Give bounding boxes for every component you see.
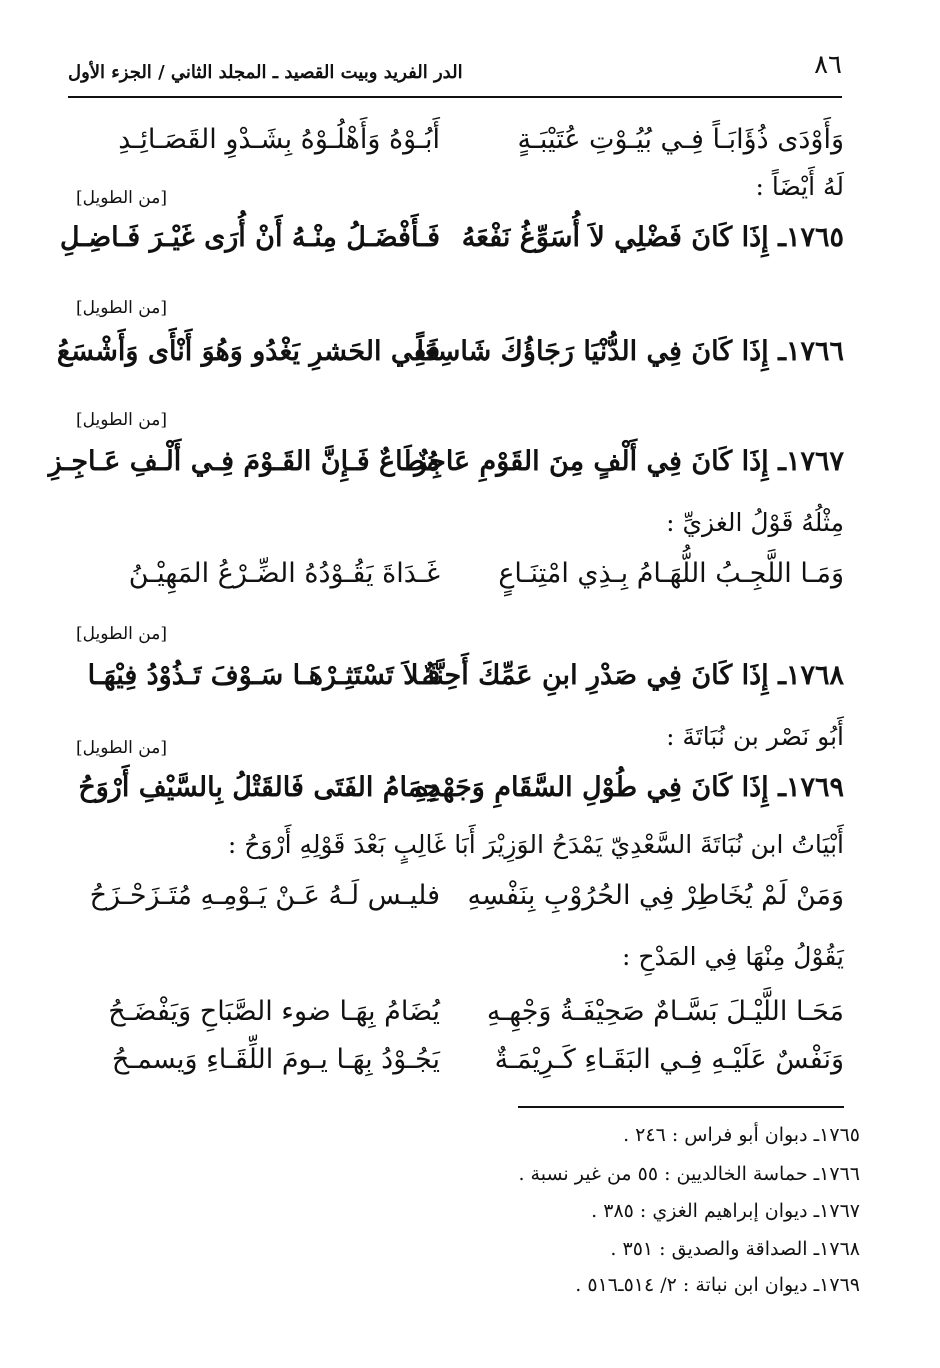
footnote-1767: ١٧٦٧ـ ديوان إبراهيم الغزي : ٣٨٥ . bbox=[591, 1200, 860, 1222]
footnote-divider bbox=[518, 1106, 844, 1108]
footnote-1768: ١٧٦٨ـ الصداقة والصديق : ٣٥١ . bbox=[610, 1238, 860, 1260]
verse-first-hemistich: وَمَنْ لَمْ يُخَاطِرْ فِي الحُرُوْبِ بِنَفْسِهِ bbox=[467, 880, 844, 911]
verse bbox=[100, 558, 844, 610]
verse-1767 bbox=[48, 446, 844, 498]
verse-second-hemistich: حِمَامُ الفَتَى فَالقَتْلُ بِالسَّيْفِ أَرْوَحُ bbox=[78, 772, 440, 803]
verse-first-hemistich: وَمَـا اللَّجِـبُ اللُّهَـامُ بِـذِي امْتِنَـاعٍ bbox=[498, 558, 844, 589]
verse-number: ١٧٦٩ـ bbox=[778, 772, 844, 803]
verse bbox=[89, 880, 844, 932]
attribution-line: أَبُو نَصْر بن نُبَاتَةَ : bbox=[666, 722, 844, 751]
verse-second-hemistich: فليـس لَـهُ عَـنْ يَـوْمِـهِ مُتَـزَحْـزَحُ bbox=[89, 880, 440, 911]
verse bbox=[100, 996, 844, 1048]
verse bbox=[100, 124, 844, 176]
verse-first-hemistich: إِذَا كَانَ فِي الدُّنْيَا رَجَاؤُكَ شَاسِعَاً bbox=[416, 336, 769, 367]
verse-first-hemistich: إِذَا كَانَ فَضْلِي لاَ أُسَوِّغُ نَفْعَهُ bbox=[461, 222, 769, 253]
verse-number: ١٧٦٧ـ bbox=[778, 446, 844, 477]
verse-1769 bbox=[78, 772, 844, 824]
verse-second-hemistich: يَجُـوْدُ بِهَـا يـومَ اللِّقَـاءِ وَيسمـحُ bbox=[111, 1044, 440, 1075]
verse-first-hemistich: وَنَفْسٌ عَلَيْـهِ فِـي البَقَـاءِ كَـرِيْمَـةٌ bbox=[494, 1044, 844, 1075]
meter-label: [من الطويل] bbox=[76, 410, 167, 430]
meter-label: [من الطويل] bbox=[76, 298, 167, 318]
verse-number: ١٧٦٦ـ bbox=[778, 336, 844, 367]
verse-second-hemistich: فَفِي الحَشرِ يَغْدُو وَهُوَ أَنْأَى وَأَشْسَعُ bbox=[56, 336, 440, 367]
page-number: ٨٦ bbox=[814, 50, 842, 80]
verse-1766 bbox=[56, 336, 844, 388]
footnote-1766: ١٧٦٦ـ حماسة الخالديين : ٥٥ من غير نسبة . bbox=[518, 1163, 860, 1185]
verse-second-hemistich: فَـلاَ تَسْتَثِـرْهَـا سَـوْفَ تَـذُوْدُ فِيْهَـا bbox=[87, 660, 440, 691]
verse-first-hemistich: وَأَوْدَى ذُؤَابَـاً فِـي بُيُـوْتِ عُتَيْبَـةٍ bbox=[517, 124, 844, 155]
verse bbox=[100, 1044, 844, 1096]
verse-second-hemistich: مُطَاعٌ فَـإِنَّ القَـوْمَ فِـي أَلْـفِ عَـاجِـزِ bbox=[48, 446, 440, 477]
verse-1768 bbox=[87, 660, 844, 712]
verse-1765 bbox=[59, 222, 844, 274]
verse-second-hemistich: أَبُـوْهُ وَأَهْلُـوْهُ بِشَـدْوِ القَصَـائِـدِ bbox=[118, 124, 440, 155]
commentary-line: يَقُوْلُ مِنْهَا فِي المَدْحِ : bbox=[621, 942, 844, 971]
running-title: الدر الفريد وبيت القصيد ـ المجلد الثاني / الجزء الأول bbox=[68, 62, 463, 83]
verse-first-hemistich: إِذَا كَانَ فِي صَدْرِ ابنِ عَمِّكَ أَحِنَّةٌ bbox=[421, 660, 769, 691]
meter-label: [من الطويل] bbox=[76, 188, 167, 208]
page-header bbox=[68, 52, 842, 98]
verse-first-hemistich: إِذَا كَانَ فِي أَلْفٍ مِنَ القَوْمِ عَاجِزٌ bbox=[414, 446, 769, 477]
verse-second-hemistich: يُضَامُ بِهَـا ضوء الصَّبَاحِ وَيَفْضَـحُ bbox=[108, 996, 440, 1027]
verse-second-hemistich: غَـدَاةَ يَقُـوْدُهُ الضِّـرْعُ المَهِيْـنُ bbox=[128, 558, 440, 589]
attribution-line: مِثْلُهُ قَوْلُ الغزيِّ : bbox=[666, 508, 844, 537]
meter-label: [من الطويل] bbox=[76, 624, 167, 644]
verse-first-hemistich: إِذَا كَانَ فِي طُوْلِ السَّقَامِ وَجَهْدِهِ bbox=[414, 772, 769, 803]
attribution-line: لَهُ أَيْضَاً : bbox=[755, 172, 844, 201]
footnote-1765: ١٧٦٥ـ دبوان أبو فراس : ٢٤٦ . bbox=[623, 1124, 860, 1146]
verse-first-hemistich: مَحَـا اللَّيْـلَ بَسَّـامٌ صَحِيْفَـةُ وَجْهِـهِ bbox=[486, 996, 844, 1027]
verse-number: ١٧٦٨ـ bbox=[778, 660, 844, 691]
verse-second-hemistich: فَـأَفْضَـلُ مِنْـهُ أَنْ أُرَى غَيْـرَ فَـاضِـلِ bbox=[59, 222, 440, 253]
commentary-line: أَبْيَاتُ ابن نُبَاتَةَ السَّعْدِيّ يَمْدَحُ الوَزِيْرَ أَبَا غَالِبٍ بَعْدَ قَوْلِهِ أَرْوَحُ : bbox=[227, 830, 844, 859]
verse-number: ١٧٦٥ـ bbox=[778, 222, 844, 253]
meter-label: [من الطويل] bbox=[76, 738, 167, 758]
footnote-1769: ١٧٦٩ـ ديوان ابن نباتة : ٢/ ٥١٤ـ٥١٦ . bbox=[575, 1274, 860, 1296]
